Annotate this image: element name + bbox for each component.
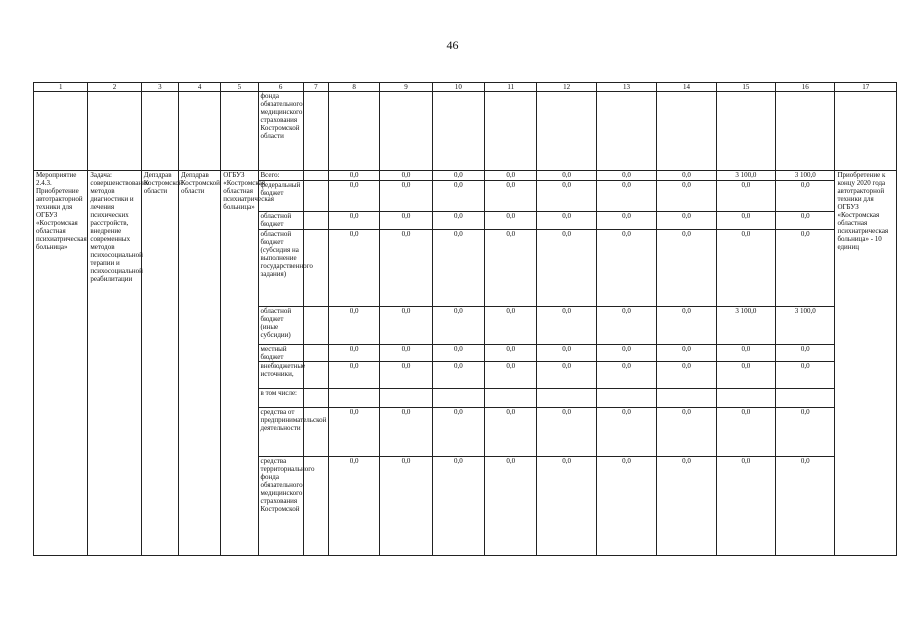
source-cell: областной бюджет (субсидия на выполнение государственного задания) bbox=[258, 230, 303, 307]
value-cell: 0,0 bbox=[596, 362, 656, 389]
value-cell: 0,0 bbox=[485, 181, 537, 212]
value-cell bbox=[380, 389, 432, 408]
value-cell: 0,0 bbox=[329, 230, 380, 307]
source-cell: Всего: bbox=[258, 171, 303, 181]
value-cell: 0,0 bbox=[485, 171, 537, 181]
value-cell: 0,0 bbox=[657, 408, 716, 457]
empty-cell bbox=[303, 362, 328, 389]
value-cell: 0,0 bbox=[657, 345, 716, 362]
value-cell: 0,0 bbox=[596, 457, 656, 556]
value-cell: 0,0 bbox=[596, 230, 656, 307]
value-cell: 0,0 bbox=[596, 212, 656, 230]
col-header: 2 bbox=[88, 83, 141, 92]
source-cell: средства территориального фонда обязательного медицинского страхования Костромской bbox=[258, 457, 303, 556]
col-header: 16 bbox=[776, 83, 835, 92]
empty-cell bbox=[303, 171, 328, 181]
empty-cell bbox=[303, 307, 328, 345]
value-cell: 0,0 bbox=[657, 362, 716, 389]
value-cell: 0,0 bbox=[776, 230, 835, 307]
activity-rows bbox=[34, 171, 897, 556]
value-cell: 0,0 bbox=[537, 457, 596, 556]
activity-col3-cell: Депздрав Костромской области bbox=[141, 171, 178, 556]
value-cell: 0,0 bbox=[329, 181, 380, 212]
value-cell: 0,0 bbox=[329, 307, 380, 345]
value-cell: 0,0 bbox=[380, 307, 432, 345]
value-cell: 0,0 bbox=[596, 171, 656, 181]
empty-cell bbox=[303, 181, 328, 212]
source-cell: федеральный бюджет bbox=[258, 181, 303, 212]
col-header: 8 bbox=[329, 83, 380, 92]
value-cell: 0,0 bbox=[596, 408, 656, 457]
col-header: 9 bbox=[380, 83, 432, 92]
source-cell: средства от предпринимательской деятельности bbox=[258, 408, 303, 457]
col-header: 10 bbox=[432, 83, 484, 92]
col-header: 3 bbox=[141, 83, 178, 92]
value-cell: 0,0 bbox=[537, 230, 596, 307]
value-cell: 0,0 bbox=[596, 345, 656, 362]
value-cell: 0,0 bbox=[329, 171, 380, 181]
value-cell: 0,0 bbox=[485, 212, 537, 230]
value-cell: 0,0 bbox=[380, 408, 432, 457]
value-cell: 0,0 bbox=[380, 230, 432, 307]
activity-col4-cell: Депздрав Костромской области bbox=[178, 171, 220, 556]
value-cell: 0,0 bbox=[329, 212, 380, 230]
value-cell: 0,0 bbox=[716, 181, 775, 212]
value-cell: 0,0 bbox=[380, 362, 432, 389]
value-cell: 0,0 bbox=[657, 307, 716, 345]
value-cell bbox=[657, 389, 716, 408]
value-cell: 0,0 bbox=[537, 181, 596, 212]
value-cell: 0,0 bbox=[485, 457, 537, 556]
value-cell bbox=[329, 389, 380, 408]
value-cell bbox=[716, 389, 775, 408]
value-cell: 0,0 bbox=[485, 307, 537, 345]
value-cell: 0,0 bbox=[380, 181, 432, 212]
value-cell: 0,0 bbox=[657, 212, 716, 230]
source-cell: областной бюджет bbox=[258, 212, 303, 230]
value-cell: 0,0 bbox=[716, 457, 775, 556]
col-header: 4 bbox=[178, 83, 220, 92]
col-header: 6 bbox=[258, 83, 303, 92]
value-cell: 0,0 bbox=[537, 307, 596, 345]
value-cell bbox=[596, 389, 656, 408]
value-cell: 0,0 bbox=[485, 230, 537, 307]
value-cell: 0,0 bbox=[432, 212, 484, 230]
value-cell: 0,0 bbox=[432, 307, 484, 345]
col-header: 7 bbox=[303, 83, 328, 92]
value-cell: 0,0 bbox=[537, 345, 596, 362]
value-cell: 0,0 bbox=[596, 181, 656, 212]
col-header: 12 bbox=[537, 83, 596, 92]
value-cell: 0,0 bbox=[432, 457, 484, 556]
col-header: 11 bbox=[485, 83, 537, 92]
value-cell bbox=[432, 389, 484, 408]
value-cell: 0,0 bbox=[776, 212, 835, 230]
value-cell: 0,0 bbox=[716, 230, 775, 307]
col-header: 5 bbox=[221, 83, 258, 92]
activity-task-cell: Задача: совершенствование методов диагностики и лечения психических расстройств, внедрение современных методов психосоциальной терапии и психосоциальной реабилитации bbox=[88, 171, 141, 556]
value-cell bbox=[776, 389, 835, 408]
value-cell: 0,0 bbox=[776, 457, 835, 556]
col-header: 17 bbox=[835, 83, 897, 92]
column-number-row bbox=[34, 83, 897, 92]
value-cell: 0,0 bbox=[537, 171, 596, 181]
budget-table bbox=[33, 82, 897, 556]
value-cell: 0,0 bbox=[380, 345, 432, 362]
value-cell: 3 100,0 bbox=[716, 171, 775, 181]
value-cell: 0,0 bbox=[657, 230, 716, 307]
value-cell: 0,0 bbox=[776, 181, 835, 212]
empty-cell bbox=[303, 408, 328, 457]
value-cell bbox=[485, 389, 537, 408]
value-cell: 3 100,0 bbox=[776, 307, 835, 345]
source-cell: областной бюджет (иные субсидии) bbox=[258, 307, 303, 345]
value-cell: 0,0 bbox=[657, 457, 716, 556]
value-cell: 0,0 bbox=[716, 408, 775, 457]
value-cell bbox=[537, 389, 596, 408]
value-cell: 0,0 bbox=[776, 408, 835, 457]
value-cell: 0,0 bbox=[380, 171, 432, 181]
value-cell: 0,0 bbox=[596, 307, 656, 345]
value-cell: 0,0 bbox=[716, 345, 775, 362]
value-cell: 0,0 bbox=[432, 181, 484, 212]
value-cell: 0,0 bbox=[776, 362, 835, 389]
value-cell: 0,0 bbox=[716, 362, 775, 389]
value-cell: 0,0 bbox=[537, 212, 596, 230]
source-cell: фонда обязательного медицинского страхования Костромской области bbox=[258, 92, 303, 171]
value-cell: 0,0 bbox=[432, 345, 484, 362]
value-cell: 0,0 bbox=[657, 171, 716, 181]
empty-cell bbox=[303, 345, 328, 362]
value-cell: 0,0 bbox=[380, 457, 432, 556]
value-cell: 0,0 bbox=[329, 362, 380, 389]
value-cell: 0,0 bbox=[776, 345, 835, 362]
value-cell: 0,0 bbox=[380, 212, 432, 230]
value-cell: 0,0 bbox=[432, 362, 484, 389]
col-header: 13 bbox=[596, 83, 656, 92]
value-cell: 0,0 bbox=[432, 171, 484, 181]
empty-cell bbox=[303, 389, 328, 408]
value-cell: 3 100,0 bbox=[776, 171, 835, 181]
activity-name-cell: Мероприятие 2.4.3. Приобретение автотракторной техники для ОГБУЗ «Костромская областная психиатрическая больница» bbox=[34, 171, 88, 556]
value-cell: 0,0 bbox=[716, 212, 775, 230]
value-cell: 0,0 bbox=[537, 408, 596, 457]
table-row bbox=[34, 171, 897, 181]
source-cell: местный бюджет bbox=[258, 345, 303, 362]
source-cell: в том числе: bbox=[258, 389, 303, 408]
page-number: 46 bbox=[446, 38, 459, 52]
value-cell: 0,0 bbox=[485, 345, 537, 362]
activity-result-cell: Приобретение к концу 2020 года автотракторной техники для ОГБУЗ «Костромская областная психиатрическая больница» - 10 единиц bbox=[835, 171, 897, 556]
value-cell: 0,0 bbox=[657, 181, 716, 212]
value-cell: 0,0 bbox=[485, 362, 537, 389]
value-cell: 0,0 bbox=[329, 345, 380, 362]
activity-col5-cell: ОГБУЗ «Костромская областная психиатрическая больница» bbox=[221, 171, 258, 556]
value-cell: 0,0 bbox=[485, 408, 537, 457]
value-cell: 3 100,0 bbox=[716, 307, 775, 345]
value-cell: 0,0 bbox=[329, 408, 380, 457]
col-header: 1 bbox=[34, 83, 88, 92]
continued-row bbox=[34, 92, 897, 171]
source-cell: внебюджетные источники, bbox=[258, 362, 303, 389]
value-cell: 0,0 bbox=[432, 408, 484, 457]
empty-cell bbox=[303, 212, 328, 230]
value-cell: 0,0 bbox=[329, 457, 380, 556]
col-header: 14 bbox=[657, 83, 716, 92]
value-cell: 0,0 bbox=[537, 362, 596, 389]
col-header: 15 bbox=[716, 83, 775, 92]
value-cell: 0,0 bbox=[432, 230, 484, 307]
